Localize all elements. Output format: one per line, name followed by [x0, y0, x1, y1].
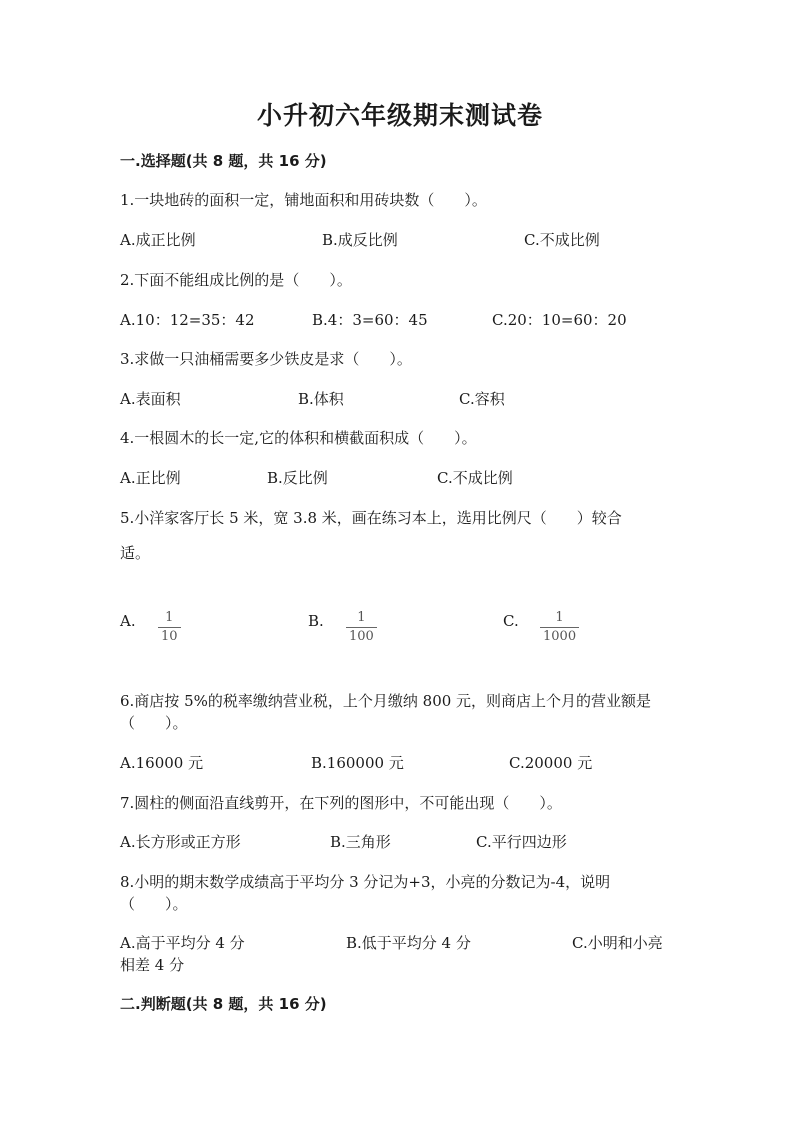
- q2-option-a: A.10：12=35：42: [120, 311, 255, 329]
- q6-option-a: A.16000 元: [120, 754, 204, 772]
- q5-option-c-label: C.: [503, 612, 519, 630]
- q2-option-b: B.4：3=60：45: [312, 311, 428, 329]
- fraction-denominator: 10: [161, 629, 178, 644]
- q7-option-a: A.长方形或正方形: [120, 833, 241, 851]
- question-5-line-1: 5.小洋家客厅长 5 米，宽 3.8 米，画在练习本上，选用比例尺（ ）较合: [120, 509, 622, 527]
- section-heading-judgment: 二.判断题(共 8 题，共 16 分): [120, 995, 327, 1013]
- q1-option-a: A.成正比例: [120, 231, 196, 249]
- fraction-numerator: 1: [357, 610, 366, 625]
- q4-option-b: B.反比例: [267, 469, 328, 487]
- q5-option-a-fraction: [158, 606, 181, 645]
- q8-option-c: C.小明和小亮: [572, 934, 663, 952]
- q3-option-b: B.体积: [298, 390, 344, 408]
- q7-option-c: C.平行四边形: [476, 833, 567, 851]
- q4-option-c: C.不成比例: [437, 469, 513, 487]
- q5-option-c-fraction: [540, 606, 579, 645]
- q3-option-a: A.表面积: [120, 390, 181, 408]
- q8-option-b: B.低于平均分 4 分: [346, 934, 471, 952]
- fraction-numerator: 1: [165, 610, 174, 625]
- q5-option-b-fraction: [346, 606, 377, 645]
- section-heading-choice: 一.选择题(共 8 题，共 16 分): [120, 152, 327, 170]
- fraction-bar: [540, 627, 579, 628]
- q6-option-b: B.160000 元: [311, 754, 404, 772]
- fraction-bar: [158, 627, 181, 628]
- question-6-line-1: 6.商店按 5%的税率缴纳营业税，上个月缴纳 800 元，则商店上个月的营业额是: [120, 692, 652, 710]
- q3-option-c: C.容积: [459, 390, 505, 408]
- q8-option-c-continued: 相差 4 分: [120, 956, 185, 974]
- q1-option-b: B.成反比例: [322, 231, 398, 249]
- q8-option-a: A.高于平均分 4 分: [120, 934, 245, 952]
- question-3: 3.求做一只油桶需要多少铁皮是求（ ）。: [120, 350, 412, 368]
- question-7: 7.圆柱的侧面沿直线剪开，在下列的图形中，不可能出现（ ）。: [120, 794, 562, 812]
- fraction-numerator: 1: [555, 610, 564, 625]
- question-5-line-2: 适。: [120, 544, 151, 562]
- q5-option-a-label: A.: [120, 612, 136, 630]
- fraction-denominator: 100: [349, 629, 374, 644]
- q7-option-b: B.三角形: [330, 833, 391, 851]
- q5-option-b-label: B.: [308, 612, 324, 630]
- q6-option-c: C.20000 元: [509, 754, 593, 772]
- question-8-line-1: 8.小明的期末数学成绩高于平均分 3 分记为+3，小亮的分数记为-4，说明: [120, 873, 611, 891]
- page-title: 小升初六年级期末测试卷: [256, 101, 543, 130]
- fraction-bar: [346, 627, 377, 628]
- q2-option-c: C.20：10=60：20: [492, 311, 627, 329]
- question-4: 4.一根圆木的长一定,它的体积和横截面积成（ ）。: [120, 429, 477, 447]
- question-1: 1.一块地砖的面积一定，铺地面积和用砖块数（ ）。: [120, 191, 487, 209]
- fraction-denominator: 1000: [543, 629, 577, 644]
- question-8-line-2: （ ）。: [120, 895, 188, 913]
- q4-option-a: A.正比例: [120, 469, 181, 487]
- question-6-line-2: （ ）。: [120, 714, 188, 732]
- q1-option-c: C.不成比例: [524, 231, 600, 249]
- question-2: 2.下面不能组成比例的是（ ）。: [120, 271, 352, 289]
